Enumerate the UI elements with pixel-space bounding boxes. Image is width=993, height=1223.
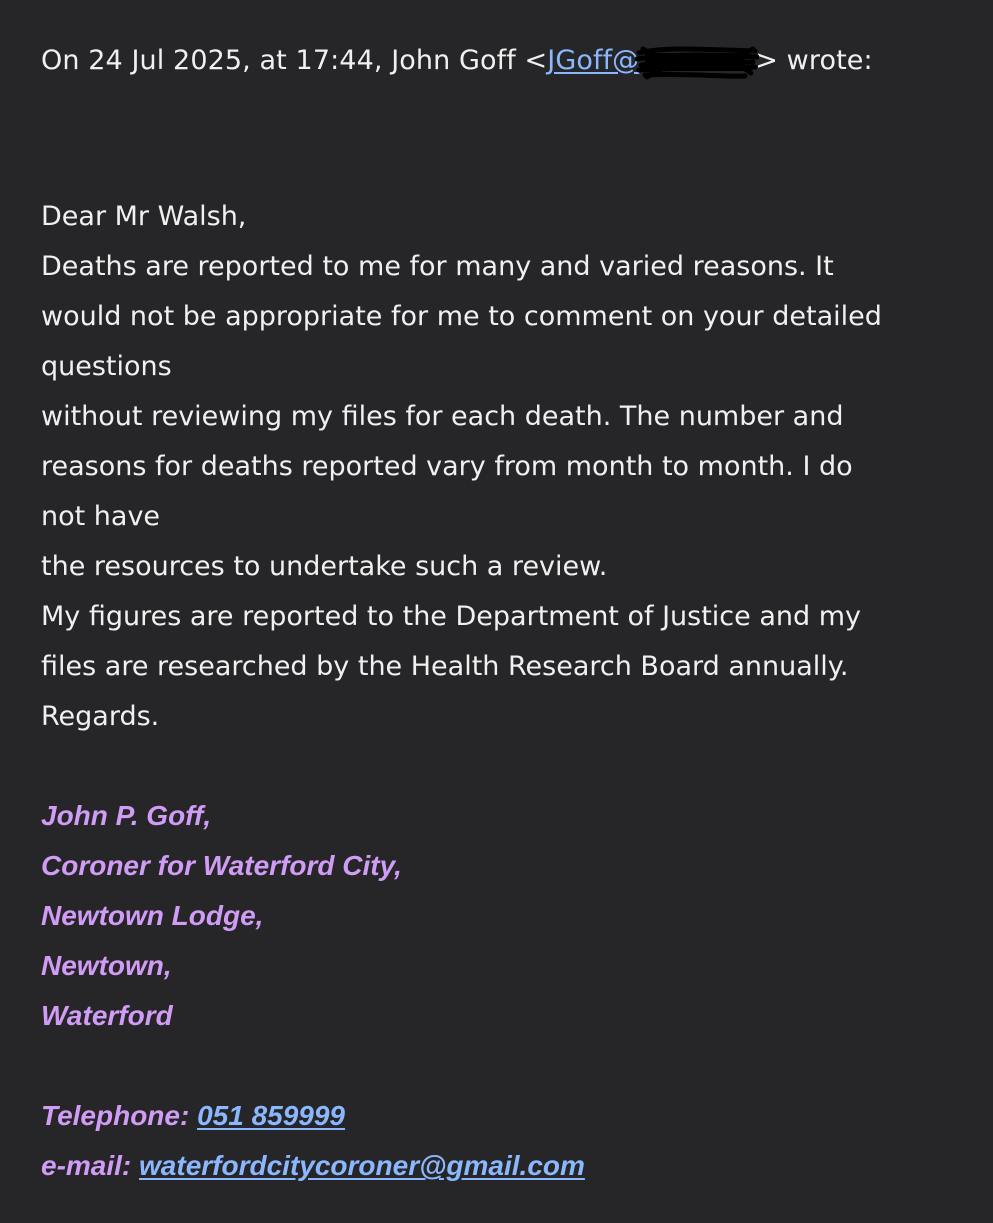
body-line: reasons for deaths reported vary from month to month. I do <box>41 451 853 482</box>
signature-email-row <box>41 1141 585 1191</box>
quote-header-prefix: On 24 Jul 2025, at 17:44, John Goff < <box>41 45 548 76</box>
body-line: would not be appropriate for me to comment on your detailed <box>41 301 882 332</box>
body-line: questions <box>41 351 172 382</box>
body-line: Regards. <box>41 701 160 732</box>
signature-address-line: Waterford <box>41 1000 173 1031</box>
telephone-label: Telephone: <box>41 1100 198 1131</box>
signature-telephone-row <box>41 1091 585 1141</box>
body-line: Deaths are reported to me for many and varied reasons. It <box>41 251 834 282</box>
quoted-reply-header <box>41 42 873 80</box>
body-line: the resources to undertake such a review. <box>41 551 608 582</box>
signature-title: Coroner for Waterford City, <box>41 850 402 881</box>
sender-email-link[interactable]: JGoff@ <box>547 45 640 76</box>
signature-address-line: Newtown, <box>41 950 172 981</box>
email-label: e-mail: <box>41 1150 140 1181</box>
body-line: not have <box>41 501 161 532</box>
redaction-scribble <box>635 43 759 77</box>
telephone-link[interactable]: 051 859999 <box>197 1100 346 1131</box>
body-line: files are researched by the Health Research Board annually. <box>41 651 849 682</box>
body-line: Dear Mr Walsh, <box>41 201 247 232</box>
body-line: My figures are reported to the Department of Justice and my <box>41 601 862 632</box>
body-line: without reviewing my files for each death. The number and <box>41 401 844 432</box>
signature-name: John P. Goff, <box>41 800 212 831</box>
signature-email-link[interactable]: waterfordcitycoroner@gmail.com <box>139 1150 585 1181</box>
signature-spacer <box>41 1041 585 1091</box>
email-body <box>41 192 961 742</box>
signature-address-line: Newtown Lodge, <box>41 900 264 931</box>
email-signature <box>41 791 585 1191</box>
quote-header-suffix: > wrote: <box>755 45 873 76</box>
